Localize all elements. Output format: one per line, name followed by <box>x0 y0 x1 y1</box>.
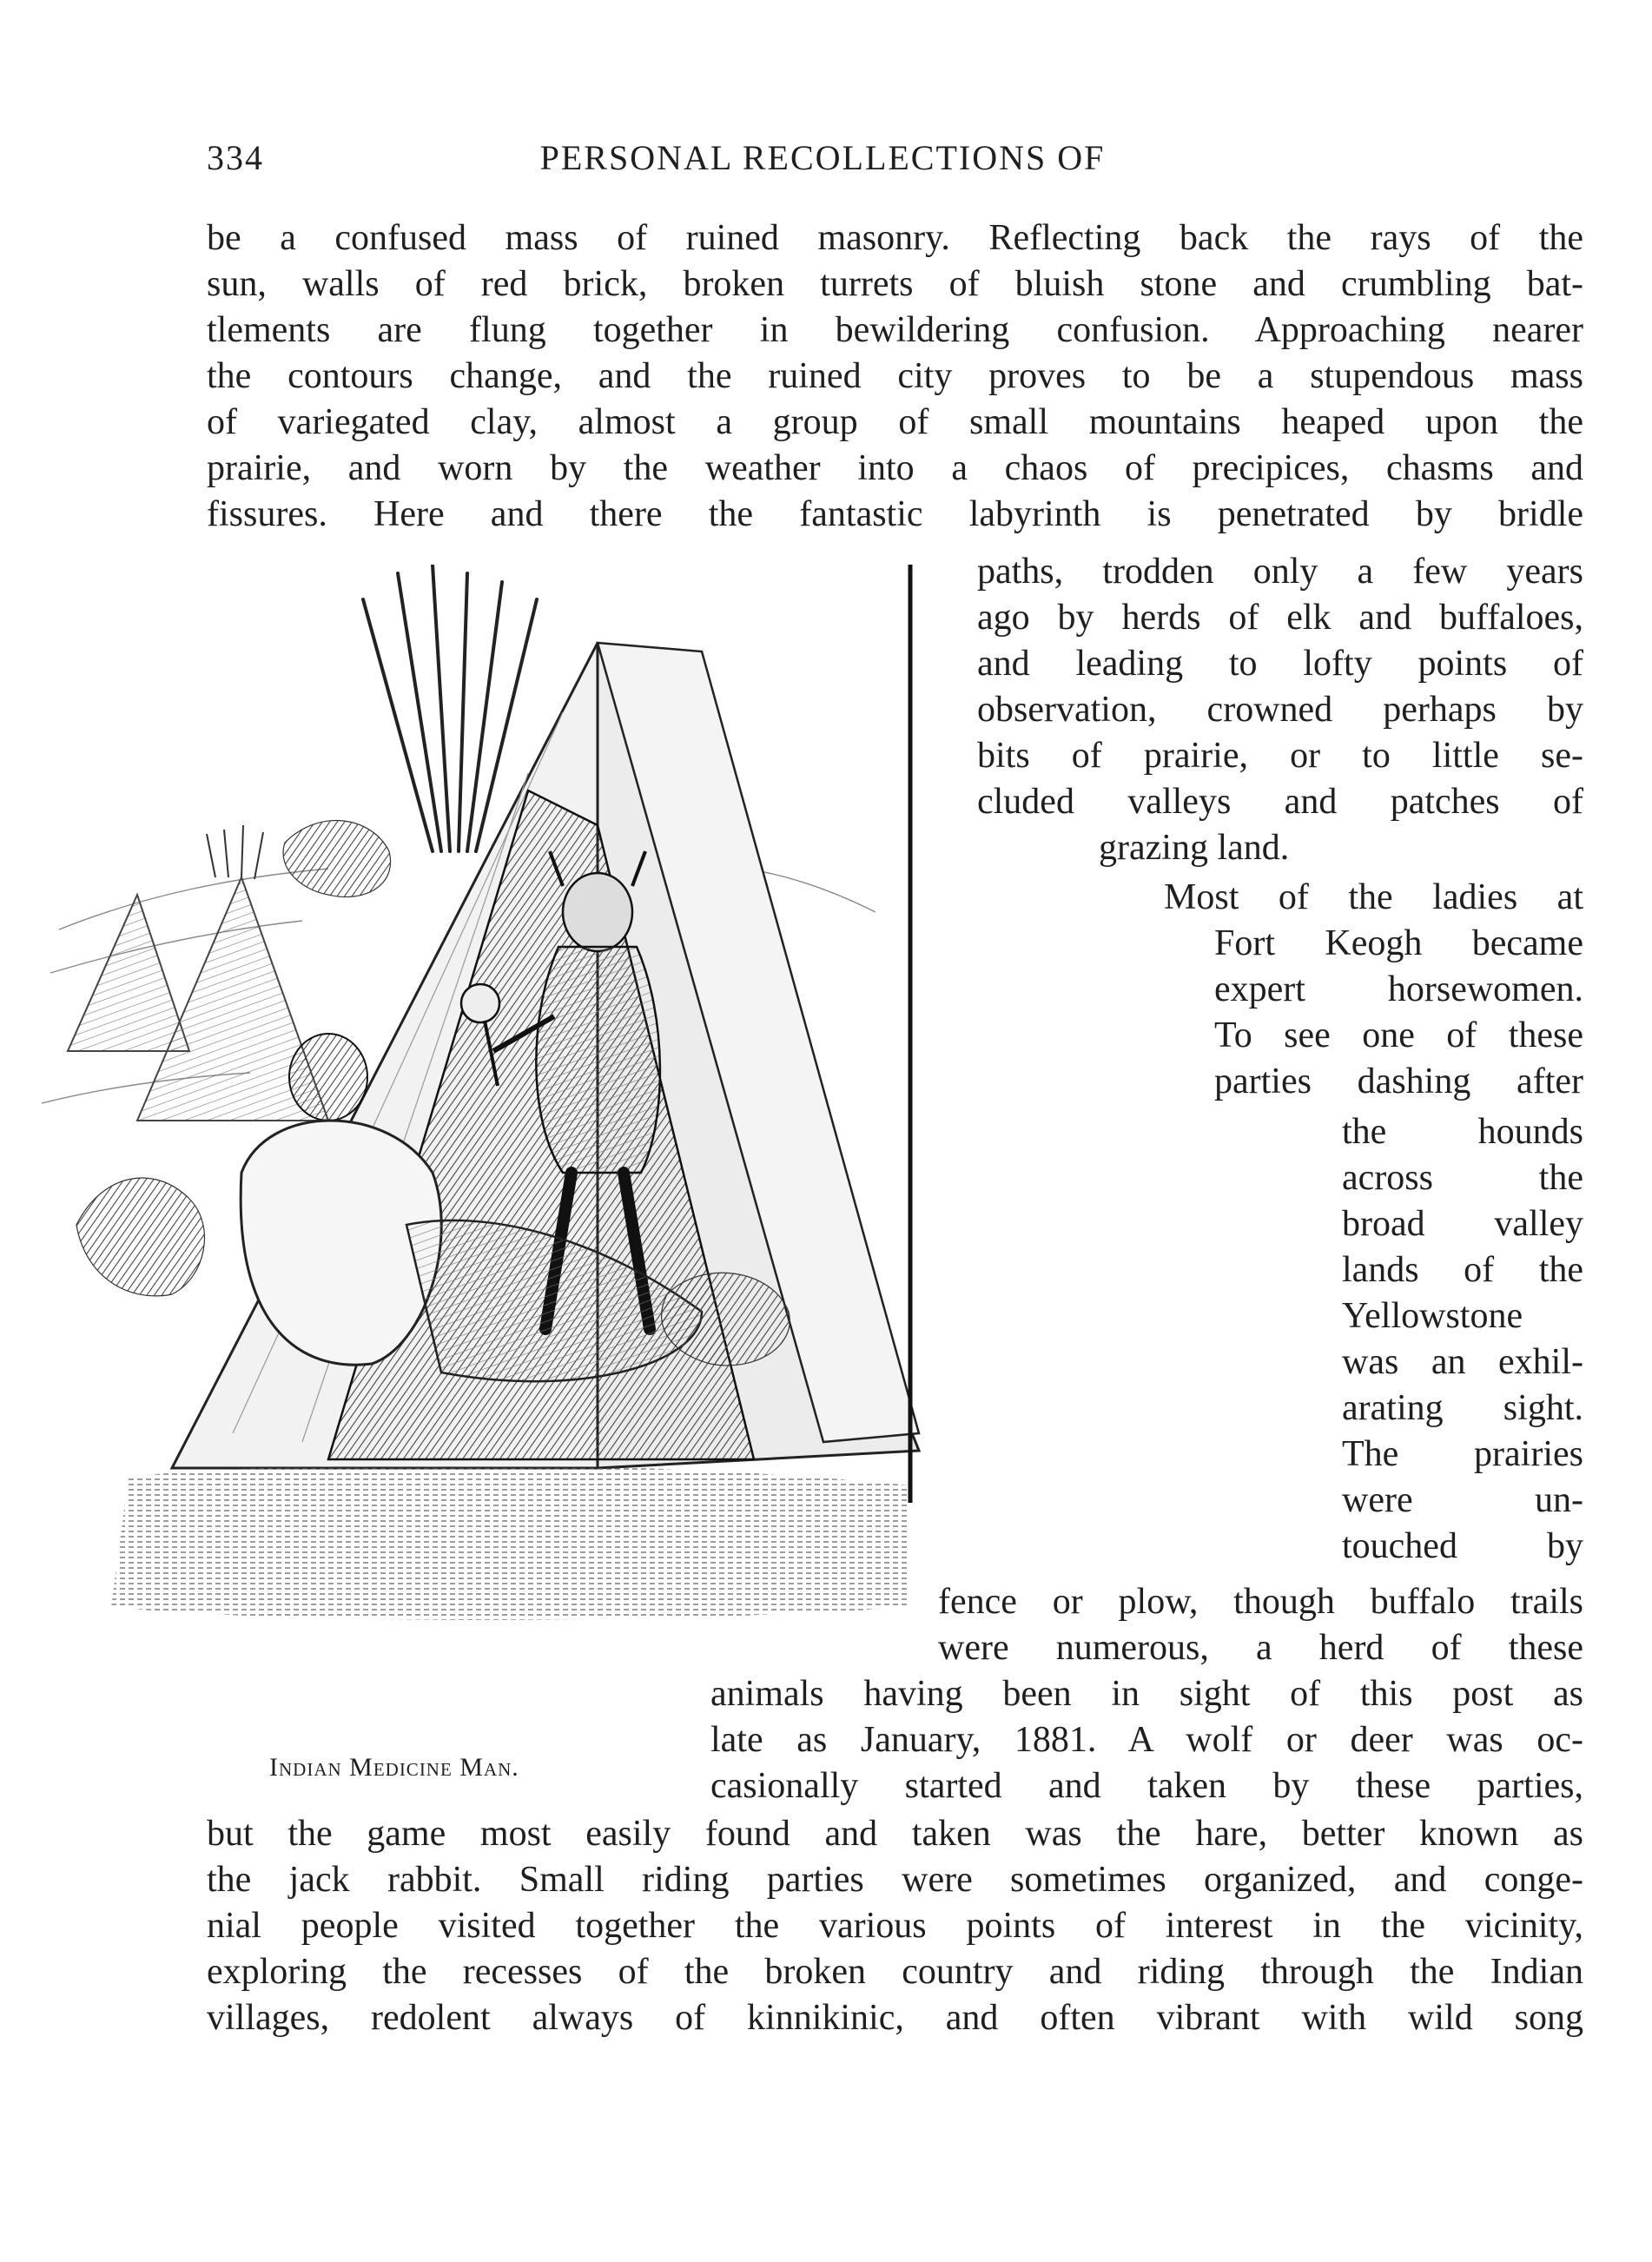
text-line: Most of the ladies at <box>1164 877 1583 917</box>
text-line: across the <box>1342 1158 1583 1198</box>
page-header <box>207 137 1438 181</box>
text-line: of variegated clay, almost a group of small mountains heaped upon the <box>207 402 1583 442</box>
text-line: the contours change, and the ruined city proves to be a stupendous mass <box>207 356 1583 396</box>
text-line: but the game most easily found and taken was the hare, better known as <box>207 1814 1583 1854</box>
text-line: late as January, 1881. A wolf or deer was oc- <box>710 1720 1583 1760</box>
text-line: Fort Keogh became <box>1214 923 1583 963</box>
text-line: paths, trodden only a few years <box>977 552 1583 592</box>
text-line: animals having been in sight of this post as <box>710 1674 1583 1714</box>
text-line: prairie, and worn by the weather into a chaos of precipices, chasms and <box>207 448 1583 488</box>
text-line: grazing land. <box>1099 828 1290 868</box>
text-line: the hounds <box>1342 1112 1583 1152</box>
text-line: expert horsewomen. <box>1214 969 1583 1009</box>
text-line: fence or plow, though buffalo trails <box>938 1582 1583 1622</box>
text-line: tlements are flung together in bewildering confusion. Approaching nearer <box>207 310 1583 350</box>
text-line: observation, crowned perhaps by <box>977 690 1583 730</box>
text-line: nial people visited together the various points of interest in the vicinity, <box>207 1906 1583 1946</box>
page-number: 334 <box>207 138 264 177</box>
text-line: arating sight. <box>1342 1388 1583 1428</box>
text-line: ago by herds of elk and buffaloes, <box>977 598 1583 638</box>
text-line: touched by <box>1342 1526 1583 1566</box>
text-line: be a confused mass of ruined masonry. Reflecting back the rays of the <box>207 218 1583 258</box>
text-line: bits of prairie, or to little se- <box>977 736 1583 776</box>
text-line: fissures. Here and there the fantastic labyrinth is penetrated by bridle <box>207 494 1583 534</box>
text-line: To see one of these <box>1214 1015 1583 1055</box>
text-line: sun, walls of red brick, broken turrets of bluish stone and crumbling bat- <box>207 264 1583 304</box>
ground <box>111 1465 910 1620</box>
text-line: broad valley <box>1342 1204 1583 1244</box>
text-line: cluded valleys and patches of <box>977 782 1583 822</box>
text-line: exploring the recesses of the broken country and riding through the Indian <box>207 1952 1583 1992</box>
text-line: Yellowstone <box>1342 1296 1523 1336</box>
text-line: were numerous, a herd of these <box>938 1628 1583 1668</box>
text-line: parties dashing after <box>1214 1062 1583 1101</box>
text-line: and leading to lofty points of <box>977 644 1583 684</box>
text-line: villages, redolent always of kinnikinic, and often vibrant with wild song <box>207 1998 1583 2038</box>
running-title: PERSONAL RECOLLECTIONS OF <box>539 138 1106 177</box>
text-line: was an exhil- <box>1342 1342 1583 1382</box>
illustration-medicine-man <box>42 565 971 1729</box>
text-line: The prairies <box>1342 1434 1583 1474</box>
text-line: casionally started and taken by these parties, <box>710 1766 1583 1806</box>
illustration-caption: Indian Medicine Man. <box>269 1753 519 1782</box>
text-line: lands of the <box>1342 1250 1583 1290</box>
text-line: were un- <box>1342 1480 1583 1520</box>
text-line: the jack rabbit. Small riding parties were sometimes organized, and conge- <box>207 1860 1583 1900</box>
